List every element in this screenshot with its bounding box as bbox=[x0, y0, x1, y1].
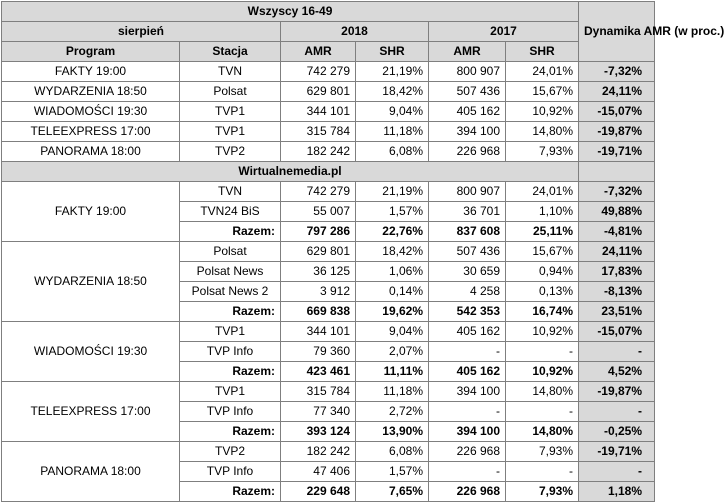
dynamics-value: - bbox=[579, 462, 655, 482]
station-name: TVP Info bbox=[180, 402, 281, 422]
station-column-header: Stacja bbox=[180, 42, 281, 62]
summary-row bbox=[2, 82, 655, 102]
program-name: TELEEXPRESS 17:00 bbox=[2, 122, 180, 142]
separator-dynamics-cell bbox=[579, 162, 655, 182]
group-row bbox=[2, 322, 655, 342]
summary-row bbox=[2, 142, 655, 162]
shr-2017-value: 7,93% bbox=[506, 442, 579, 462]
station-name: TVN bbox=[180, 62, 281, 82]
total-shr-2017: 16,74% bbox=[506, 302, 579, 322]
total-amr-2017: 226 968 bbox=[429, 482, 506, 502]
total-shr-2017: 7,93% bbox=[506, 482, 579, 502]
total-shr-2018: 19,62% bbox=[356, 302, 429, 322]
total-shr-2018: 22,76% bbox=[356, 222, 429, 242]
shr-2018-value: 1,06% bbox=[356, 262, 429, 282]
amr-2017-value: 226 968 bbox=[429, 142, 506, 162]
total-dynamics: 23,51% bbox=[579, 302, 655, 322]
total-shr-2017: 14,80% bbox=[506, 422, 579, 442]
year-2018-header: 2018 bbox=[281, 22, 429, 42]
station-name: Polsat News 2 bbox=[180, 282, 281, 302]
amr-2018-value: 344 101 bbox=[281, 102, 356, 122]
amr-2017-value: 394 100 bbox=[429, 382, 506, 402]
total-label: Razem: bbox=[180, 482, 281, 502]
dynamics-value: -15,07% bbox=[579, 322, 655, 342]
dynamics-value: 24,11% bbox=[579, 82, 655, 102]
total-shr-2018: 13,90% bbox=[356, 422, 429, 442]
shr-2018-value: 21,19% bbox=[356, 182, 429, 202]
station-name: TVP Info bbox=[180, 462, 281, 482]
station-name: Polsat bbox=[180, 242, 281, 262]
amr-2018-value: 77 340 bbox=[281, 402, 356, 422]
amr-2017-value: 507 436 bbox=[429, 82, 506, 102]
group-program-name: FAKTY 19:00 bbox=[2, 182, 180, 242]
dynamics-value: -7,32% bbox=[579, 62, 655, 82]
amr-2017-value: 226 968 bbox=[429, 442, 506, 462]
shr-2017-value: 14,80% bbox=[506, 382, 579, 402]
amr-2018-value: 79 360 bbox=[281, 342, 356, 362]
shr-2017-value: - bbox=[506, 402, 579, 422]
summary-row bbox=[2, 122, 655, 142]
shr-2018-value: 2,07% bbox=[356, 342, 429, 362]
amr-2018-value: 182 242 bbox=[281, 442, 356, 462]
amr-2018-value: 3 912 bbox=[281, 282, 356, 302]
station-name: TVP1 bbox=[180, 102, 281, 122]
group-program-name: PANORAMA 18:00 bbox=[2, 442, 180, 502]
shr-2017-value: 15,67% bbox=[506, 82, 579, 102]
group-row bbox=[2, 182, 655, 202]
program-name: FAKTY 19:00 bbox=[2, 62, 180, 82]
dynamics-value: -15,07% bbox=[579, 102, 655, 122]
month-row bbox=[2, 22, 655, 42]
shr-2017-value: 0,94% bbox=[506, 262, 579, 282]
shr-2017-header: SHR bbox=[506, 42, 579, 62]
shr-2018-value: 9,04% bbox=[356, 102, 429, 122]
shr-2018-value: 18,42% bbox=[356, 82, 429, 102]
total-amr-2018: 669 838 bbox=[281, 302, 356, 322]
program-name: PANORAMA 18:00 bbox=[2, 142, 180, 162]
amr-2017-value: - bbox=[429, 342, 506, 362]
amr-2018-header: AMR bbox=[281, 42, 356, 62]
program-column-header: Program bbox=[2, 42, 180, 62]
total-dynamics: -0,25% bbox=[579, 422, 655, 442]
amr-2017-value: 30 659 bbox=[429, 262, 506, 282]
amr-2017-value: 36 701 bbox=[429, 202, 506, 222]
group-program-name: WYDARZENIA 18:50 bbox=[2, 242, 180, 322]
amr-2018-value: 629 801 bbox=[281, 82, 356, 102]
amr-2018-value: 55 007 bbox=[281, 202, 356, 222]
shr-2017-value: 7,93% bbox=[506, 142, 579, 162]
shr-2017-value: 24,01% bbox=[506, 182, 579, 202]
amr-2017-value: 405 162 bbox=[429, 322, 506, 342]
station-name: TVP2 bbox=[180, 142, 281, 162]
dynamics-value: -7,32% bbox=[579, 182, 655, 202]
total-amr-2018: 393 124 bbox=[281, 422, 356, 442]
total-amr-2018: 797 286 bbox=[281, 222, 356, 242]
total-shr-2017: 25,11% bbox=[506, 222, 579, 242]
program-name: WYDARZENIA 18:50 bbox=[2, 82, 180, 102]
amr-2017-value: 405 162 bbox=[429, 102, 506, 122]
shr-2018-value: 9,04% bbox=[356, 322, 429, 342]
total-amr-2018: 423 461 bbox=[281, 362, 356, 382]
dynamics-value: -19,71% bbox=[579, 142, 655, 162]
dynamics-value: 24,11% bbox=[579, 242, 655, 262]
dynamics-value: -19,87% bbox=[579, 122, 655, 142]
amr-2017-value: 4 258 bbox=[429, 282, 506, 302]
amr-2018-value: 47 406 bbox=[281, 462, 356, 482]
total-shr-2017: 10,92% bbox=[506, 362, 579, 382]
amr-2017-value: 800 907 bbox=[429, 182, 506, 202]
dynamics-value: 49,88% bbox=[579, 202, 655, 222]
summary-row bbox=[2, 102, 655, 122]
amr-2017-header: AMR bbox=[429, 42, 506, 62]
amr-2018-value: 629 801 bbox=[281, 242, 356, 262]
station-name: TVP Info bbox=[180, 342, 281, 362]
group-program-name: WIADOMOŚCI 19:30 bbox=[2, 322, 180, 382]
dynamics-value: -19,87% bbox=[579, 382, 655, 402]
station-name: TVN bbox=[180, 182, 281, 202]
total-label: Razem: bbox=[180, 362, 281, 382]
dynamics-value: 17,83% bbox=[579, 262, 655, 282]
separator-label: Wirtualnemedia.pl bbox=[2, 162, 579, 182]
shr-2018-value: 11,18% bbox=[356, 122, 429, 142]
shr-2018-value: 1,57% bbox=[356, 202, 429, 222]
dynamics-value: - bbox=[579, 342, 655, 362]
shr-2018-value: 18,42% bbox=[356, 242, 429, 262]
shr-2018-value: 6,08% bbox=[356, 142, 429, 162]
shr-2017-value: 1,10% bbox=[506, 202, 579, 222]
station-name: Polsat News bbox=[180, 262, 281, 282]
total-amr-2017: 394 100 bbox=[429, 422, 506, 442]
table-title: Wszyscy 16-49 bbox=[2, 2, 579, 22]
shr-2017-value: 0,13% bbox=[506, 282, 579, 302]
column-header-row bbox=[2, 42, 655, 62]
group-row bbox=[2, 382, 655, 402]
group-row bbox=[2, 242, 655, 262]
total-shr-2018: 11,11% bbox=[356, 362, 429, 382]
total-amr-2018: 229 648 bbox=[281, 482, 356, 502]
shr-2018-value: 0,14% bbox=[356, 282, 429, 302]
station-name: TVP1 bbox=[180, 122, 281, 142]
amr-2018-value: 315 784 bbox=[281, 122, 356, 142]
amr-2018-value: 182 242 bbox=[281, 142, 356, 162]
shr-2017-value: - bbox=[506, 342, 579, 362]
amr-2017-value: - bbox=[429, 462, 506, 482]
amr-2018-value: 742 279 bbox=[281, 182, 356, 202]
amr-2017-value: 507 436 bbox=[429, 242, 506, 262]
station-name: TVP1 bbox=[180, 382, 281, 402]
station-name: TVP2 bbox=[180, 442, 281, 462]
shr-2018-value: 6,08% bbox=[356, 442, 429, 462]
shr-2018-header: SHR bbox=[356, 42, 429, 62]
total-shr-2018: 7,65% bbox=[356, 482, 429, 502]
total-amr-2017: 542 353 bbox=[429, 302, 506, 322]
amr-2017-value: - bbox=[429, 402, 506, 422]
total-dynamics: 1,18% bbox=[579, 482, 655, 502]
shr-2017-value: 15,67% bbox=[506, 242, 579, 262]
amr-2018-value: 315 784 bbox=[281, 382, 356, 402]
total-dynamics: -4,81% bbox=[579, 222, 655, 242]
shr-2017-value: 10,92% bbox=[506, 102, 579, 122]
shr-2018-value: 11,18% bbox=[356, 382, 429, 402]
summary-row bbox=[2, 62, 655, 82]
dynamics-value: - bbox=[579, 402, 655, 422]
station-name: TVN24 BiS bbox=[180, 202, 281, 222]
ratings-table bbox=[1, 1, 724, 502]
shr-2017-value: 24,01% bbox=[506, 62, 579, 82]
shr-2018-value: 1,57% bbox=[356, 462, 429, 482]
shr-2017-value: - bbox=[506, 462, 579, 482]
station-name: Polsat bbox=[180, 82, 281, 102]
total-label: Razem: bbox=[180, 302, 281, 322]
amr-2018-value: 36 125 bbox=[281, 262, 356, 282]
program-name: WIADOMOŚCI 19:30 bbox=[2, 102, 180, 122]
total-label: Razem: bbox=[180, 222, 281, 242]
title-row bbox=[2, 2, 655, 22]
group-program-name: TELEEXPRESS 17:00 bbox=[2, 382, 180, 442]
shr-2017-value: 14,80% bbox=[506, 122, 579, 142]
year-2017-header: 2017 bbox=[429, 22, 579, 42]
shr-2018-value: 21,19% bbox=[356, 62, 429, 82]
separator-row bbox=[2, 162, 655, 182]
total-dynamics: 4,52% bbox=[579, 362, 655, 382]
dynamics-value: -19,71% bbox=[579, 442, 655, 462]
month-label: sierpień bbox=[2, 22, 281, 42]
total-label: Razem: bbox=[180, 422, 281, 442]
amr-2018-value: 344 101 bbox=[281, 322, 356, 342]
amr-2018-value: 742 279 bbox=[281, 62, 356, 82]
station-name: TVP1 bbox=[180, 322, 281, 342]
total-amr-2017: 837 608 bbox=[429, 222, 506, 242]
dynamics-value: -8,13% bbox=[579, 282, 655, 302]
amr-2017-value: 394 100 bbox=[429, 122, 506, 142]
total-amr-2017: 405 162 bbox=[429, 362, 506, 382]
amr-2017-value: 800 907 bbox=[429, 62, 506, 82]
dynamics-header: Dynamika AMR (w proc.) bbox=[579, 2, 655, 62]
shr-2017-value: 10,92% bbox=[506, 322, 579, 342]
shr-2018-value: 2,72% bbox=[356, 402, 429, 422]
group-row bbox=[2, 442, 655, 462]
